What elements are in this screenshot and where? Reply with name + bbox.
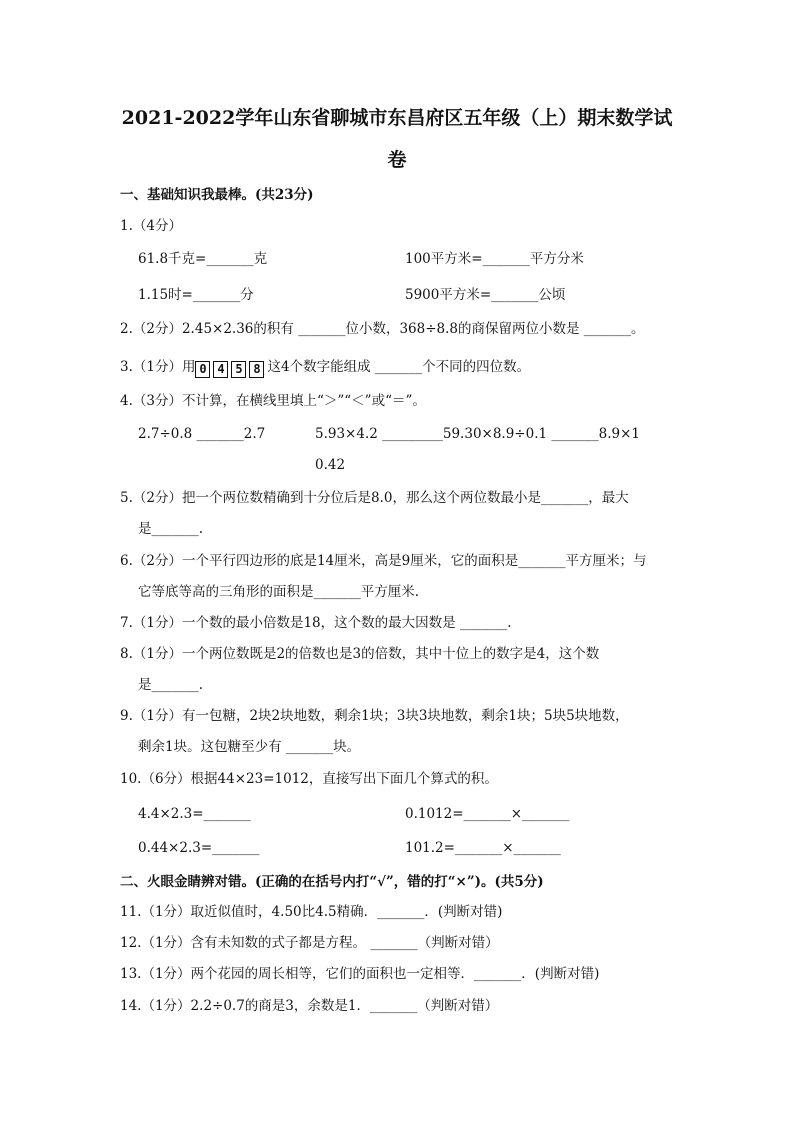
q10-item-c: 0.44×2.3=_______ bbox=[138, 840, 260, 856]
q3-prefix: 3.（1分）用 bbox=[120, 359, 196, 375]
q4-item-b: 5.93×4.2 _________59.30×8.9÷0.1 _______8.9×1 bbox=[315, 426, 641, 442]
q6-line-1: 6.（2分）一个平行四边形的底是14厘米，高是9厘米，它的面积是_______平方厘米；与 bbox=[120, 553, 647, 569]
q1-item-c: 1.15时=_______分 bbox=[138, 287, 254, 303]
q8-line-1: 8.（1分）一个两位数既是2的倍数也是3的倍数，其中十位上的数字是4，这个数 bbox=[120, 646, 600, 662]
digit-card-0: 0 bbox=[195, 361, 210, 378]
q10-item-a: 4.4×2.3=_______ bbox=[138, 806, 251, 822]
section-1-heading: 一、基础知识我最棒。(共23分) bbox=[120, 187, 314, 203]
q10-item-b: 0.1012=_______×_______ bbox=[405, 806, 570, 822]
q9-line-1: 9.（1分）有一包糖，2块2块地数，剩余1块；3块3块地数，剩余1块；5块5块地数， bbox=[120, 708, 629, 724]
q1-item-a: 61.8千克=_______克 bbox=[138, 251, 268, 267]
q2: 2.（2分）2.45×2.36的积有 _______位小数，368÷8.8的商保留两位小数是 _______。 bbox=[120, 321, 645, 337]
q4-item-a: 2.7÷0.8 _______2.7 bbox=[138, 426, 266, 442]
q5-line-2: 是_______. bbox=[138, 521, 204, 537]
q12: 12.（1分）含有未知数的式子都是方程。 _______（判断对错） bbox=[120, 935, 499, 951]
q1-item-d: 5900平方米=_______公顷 bbox=[405, 287, 566, 303]
q3 bbox=[120, 359, 684, 378]
section-2-heading: 二、火眼金睛辨对错。(正确的在括号内打“√”，错的打“×”)。(共5分) bbox=[120, 874, 544, 890]
q4-label: 4.（3分）不计算，在横线里填上“＞”“＜”或“＝”。 bbox=[120, 393, 426, 409]
q5-line-1: 5.（2分）把一个两位数精确到十分位后是8.0，那么这个两位数最小是_______，最大 bbox=[120, 490, 629, 506]
q7: 7.（1分）一个数的最小倍数是18，这个数的最大因数是 _______. bbox=[120, 615, 512, 631]
q1-item-b: 100平方米=_______平方分米 bbox=[405, 251, 584, 267]
q4-item-c: 0.42 bbox=[315, 457, 346, 473]
digit-card-4: 4 bbox=[213, 361, 228, 378]
digit-card-5: 5 bbox=[231, 361, 246, 378]
q3-suffix: 这4个数字能组成 _______个不同的四位数。 bbox=[267, 359, 531, 375]
q9-line-2: 剩余1块。这包糖至少有 _______块。 bbox=[138, 739, 361, 755]
q10-label: 10.（6分）根据44×23=1012，直接写出下面几个算式的积。 bbox=[120, 771, 498, 787]
digit-card-8: 8 bbox=[249, 361, 264, 378]
q6-line-2: 它等底等高的三角形的面积是_______平方厘米. bbox=[138, 584, 420, 600]
q14: 14.（1分）2.2÷0.7的商是3，余数是1．_______（判断对错） bbox=[120, 998, 499, 1014]
q13: 13.（1分）两个花园的周长相等，它们的面积也一定相等．_______．(判断对错) bbox=[120, 966, 600, 982]
q1-label: 1.（4分） bbox=[120, 218, 182, 234]
q8-line-2: 是_______. bbox=[138, 677, 204, 693]
title-line-1: 2021-2022学年山东省聊城市东昌府区五年级（上）期末数学试 bbox=[121, 107, 673, 129]
title-line-2: 卷 bbox=[387, 149, 407, 171]
q10-item-d: 101.2=_______×_______ bbox=[405, 840, 561, 856]
q11: 11.（1分）取近似值时，4.50比4.5精确．_______．(判断对错) bbox=[120, 904, 503, 920]
